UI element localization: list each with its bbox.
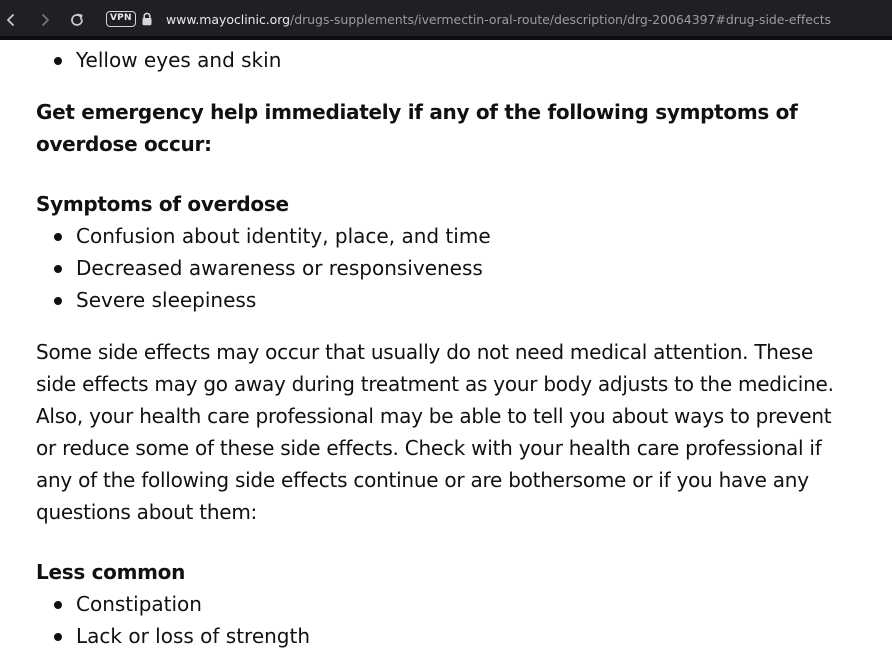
list-item: Decreased awareness or responsiveness: [36, 252, 836, 284]
less-common-list: [36, 588, 836, 652]
vpn-badge[interactable]: VPN: [106, 11, 136, 27]
reload-button[interactable]: [66, 9, 88, 31]
emergency-warning: Get emergency help immediately if any of the following symptoms of overdose occur:: [36, 100, 798, 156]
overdose-heading: Symptoms of overdose: [36, 192, 289, 216]
overdose-list: [36, 220, 836, 316]
article-content: [36, 44, 836, 652]
url-host: www.mayoclinic.org: [166, 12, 291, 27]
url-path: /drugs-supplements/ivermectin-oral-route/description/drg-20064397#drug-side-effects: [290, 12, 832, 27]
list-item: Severe sleepiness: [36, 284, 836, 316]
side-effects-paragraph: Some side effects may occur that usually do not need medical attention. These side effects may go away during treatment as your body adjusts to the medicine. Also, your health care professional may be able to tell you about ways to prevent or reduce some of these side effects. Check with your health care professional if any of the following side effects continue or are bothersome or if you have any questions about them:: [36, 340, 834, 524]
less-common-heading: Less common: [36, 560, 186, 584]
list-item: Constipation: [36, 588, 836, 620]
chevron-left-icon: [5, 13, 17, 27]
list-item: Lack or loss of strength: [36, 620, 836, 652]
symptom-list: [36, 44, 836, 76]
address-bar[interactable]: [166, 11, 831, 29]
reload-icon: [69, 12, 85, 28]
list-item: Yellow eyes and skin: [36, 44, 836, 76]
list-item: Confusion about identity, place, and time: [36, 220, 836, 252]
back-button[interactable]: [0, 9, 22, 31]
chevron-right-icon: [39, 13, 51, 27]
forward-button[interactable]: [34, 9, 56, 31]
browser-toolbar: [0, 0, 892, 40]
lock-icon[interactable]: [141, 12, 153, 26]
